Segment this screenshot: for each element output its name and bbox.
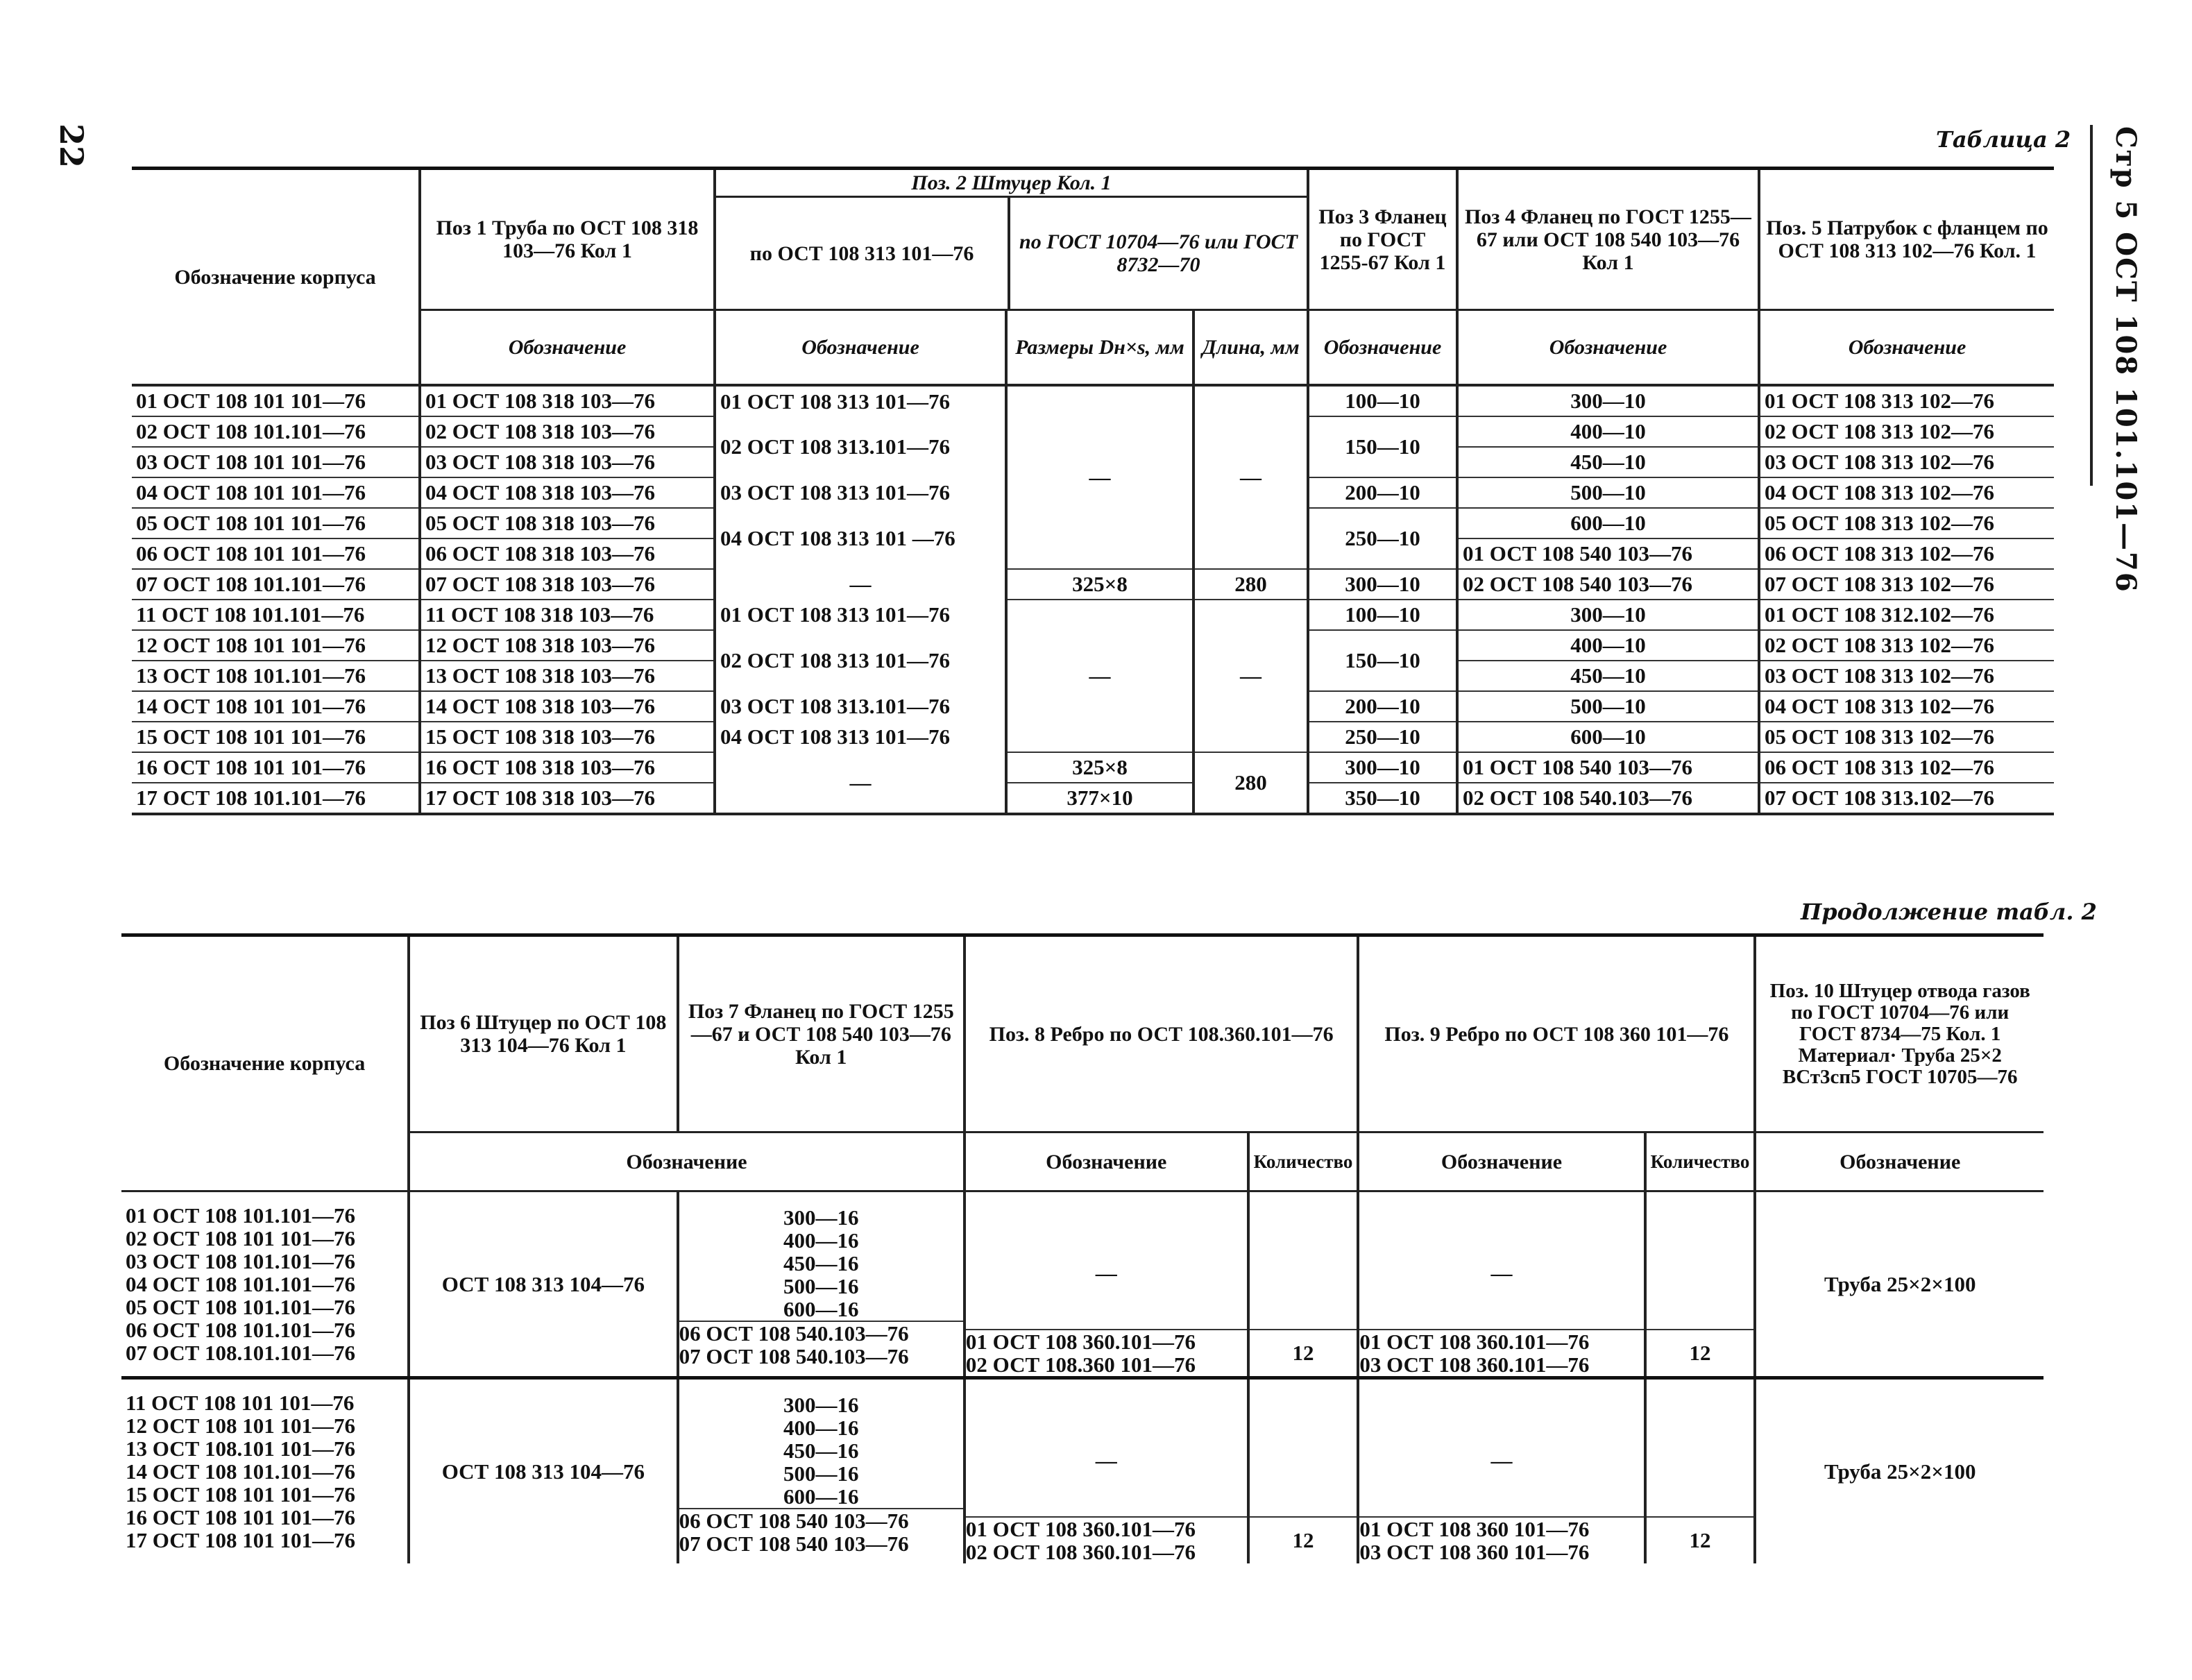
group2-pos8-dash: — (1095, 1448, 1117, 1473)
hdr-pos4: Поз 4 Фланец по ГОСТ 1255—67 или ОСТ 108 540 103—76 Кол 1 (1457, 169, 1759, 310)
cell-pos3: 350—10 (1308, 783, 1457, 814)
table-caption: Таблица 2 (1936, 126, 2071, 153)
cell-pos1: 05 ОСТ 108 318 103—76 (420, 508, 715, 538)
cell-corpus: 07 ОСТ 108 101.101—76 (132, 569, 420, 600)
group2-pos9: 01 ОСТ 108 360 101—76 03 ОСТ 108 360 101—76 (1359, 1516, 1643, 1563)
group2-qty9: 12 (1647, 1516, 1754, 1563)
hdr-oboz1: Обозначение (420, 310, 715, 386)
table-continuation-caption: Продолжение табл. 2 (1801, 899, 2097, 925)
hdr-oboz2: Обозначение (715, 310, 1006, 386)
hdr-sizes: Размеры Dн×s, мм (1006, 310, 1193, 386)
group1-pos9: 01 ОСТ 108 360.101—76 03 ОСТ 108 360.101—76 (1359, 1329, 1643, 1376)
cell-pos4: 450—10 (1457, 661, 1759, 691)
hdr2-corpus: Обозначение корпуса (121, 935, 409, 1191)
group2-pos7a: 300—16 400—16 450—16 500—16 600—16 (783, 1393, 859, 1509)
hdr-oboz3: Обозначение (1308, 310, 1457, 386)
cell-pos4: 450—10 (1457, 447, 1759, 477)
cell-pos4: 600—10 (1457, 508, 1759, 538)
cell-pos4: 400—10 (1457, 630, 1759, 661)
cell-pos2a: 01 ОСТ 108 313 101—76 (715, 600, 1006, 630)
group1-pos8-dash: — (1095, 1261, 1117, 1285)
cell-pos3: 250—10 (1308, 508, 1457, 569)
cell-pos3: 300—10 (1308, 569, 1457, 600)
hdr2-pos6: Поз 6 Штуцер по ОСТ 108 313 104—76 Кол 1 (409, 935, 678, 1132)
group1-pos8: 01 ОСТ 108 360.101—76 02 ОСТ 108.360 101—76 (966, 1329, 1247, 1376)
cell-pos2b-size: — (1006, 385, 1193, 569)
cell-pos5: 04 ОСТ 108 313 102—76 (1759, 691, 2054, 722)
cell-pos5: 05 ОСТ 108 313 102—76 (1759, 722, 2054, 752)
cell-corpus: 13 ОСТ 108 101.101—76 (132, 661, 420, 691)
cell-corpus: 12 ОСТ 108 101 101—76 (132, 630, 420, 661)
page-number: 22 (53, 124, 90, 169)
cell-corpus: 14 ОСТ 108 101 101—76 (132, 691, 420, 722)
cell-pos3: 200—10 (1308, 477, 1457, 508)
cell-pos4: 300—10 (1457, 600, 1759, 630)
cell-pos4: 01 ОСТ 108 540 103—76 (1457, 752, 1759, 783)
cell-pos5: 02 ОСТ 108 313 102—76 (1759, 416, 2054, 447)
cell-pos2a: 01 ОСТ 108 313 101—76 (715, 385, 1006, 416)
cell-pos3: 100—10 (1308, 385, 1457, 416)
hdr-oboz5: Обозначение (1759, 310, 2054, 386)
group2-pos8: 01 ОСТ 108 360.101—76 02 ОСТ 108 360.101—76 (966, 1516, 1247, 1563)
group1-qty8: 12 (1250, 1329, 1357, 1376)
cell-pos2a: 02 ОСТ 108 313.101—76 (715, 416, 1006, 477)
table-row (132, 783, 2054, 814)
cell-pos2b-size: 325×8 (1006, 752, 1193, 783)
hdr2-oboz8: Обозначение (965, 1132, 1248, 1191)
cell-pos5: 05 ОСТ 108 313 102—76 (1759, 508, 2054, 538)
cell-pos1: 06 ОСТ 108 318 103—76 (420, 538, 715, 569)
hdr-pos2a: по ОСТ 108 313 101—76 (716, 198, 1010, 309)
cell-pos4: 600—10 (1457, 722, 1759, 752)
cell-pos1: 12 ОСТ 108 318 103—76 (420, 630, 715, 661)
cell-pos3: 300—10 (1308, 752, 1457, 783)
hdr-pos3: Поз 3 Фланец по ГОСТ 1255-67 Кол 1 (1308, 169, 1457, 310)
cell-pos2b-size: 377×10 (1006, 783, 1193, 814)
cell-corpus: 01 ОСТ 108 101 101—76 (132, 385, 420, 416)
cell-corpus: 02 ОСТ 108 101.101—76 (132, 416, 420, 447)
cell-pos5: 07 ОСТ 108 313 102—76 (1759, 569, 2054, 600)
cell-pos4: 02 ОСТ 108 540.103—76 (1457, 783, 1759, 814)
cell-pos1: 01 ОСТ 108 318 103—76 (420, 385, 715, 416)
group-row-2 (121, 1378, 2044, 1564)
cell-pos1: 17 ОСТ 108 318 103—76 (420, 783, 715, 814)
cell-pos4: 400—10 (1457, 416, 1759, 447)
group-row-1 (121, 1191, 2044, 1378)
cell-pos2a: 03 ОСТ 108 313 101—76 (715, 477, 1006, 508)
cell-pos2b-length: 280 (1193, 569, 1308, 600)
cell-pos4: 500—10 (1457, 691, 1759, 722)
hdr2-oboz10: Обозначение (1755, 1132, 2044, 1191)
sidebar-standard-ref: Стр 5 ОСТ 108 101.101—76 (2109, 126, 2142, 593)
group1-pos10: Труба 25×2×100 (1824, 1271, 1976, 1296)
cell-pos5: 01 ОСТ 108 313 102—76 (1759, 385, 2054, 416)
cell-pos5: 01 ОСТ 108 312.102—76 (1759, 600, 2054, 630)
cell-pos3: 150—10 (1308, 630, 1457, 691)
group2-corpus: 11 ОСТ 108 101 101—76 12 ОСТ 108 101 101—76 13 ОСТ 108.101 101—76 14 ОСТ 108 101.101—76 15 ОСТ 108 101 101—76 16 ОСТ 108 101 101—76 17 ОСТ 108 101 101—76 (121, 1378, 409, 1564)
cell-pos1: 14 ОСТ 108 318 103—76 (420, 691, 715, 722)
cell-corpus: 06 ОСТ 108 101 101—76 (132, 538, 420, 569)
hdr2-pos8: Поз. 8 Ребро по ОСТ 108.360.101—76 (965, 935, 1358, 1132)
cell-corpus: 04 ОСТ 108 101 101—76 (132, 477, 420, 508)
cell-pos5: 06 ОСТ 108 313 102—76 (1759, 752, 2054, 783)
cell-pos5: 03 ОСТ 108 313 102—76 (1759, 661, 2054, 691)
cell-pos1: 15 ОСТ 108 318 103—76 (420, 722, 715, 752)
group1-qty9: 12 (1647, 1329, 1754, 1376)
cell-pos3: 250—10 (1308, 722, 1457, 752)
cell-pos2a: 02 ОСТ 108 313 101—76 (715, 630, 1006, 691)
cell-pos2b-length: — (1193, 600, 1308, 752)
cell-pos5: 02 ОСТ 108 313 102—76 (1759, 630, 2054, 661)
hdr-pos5: Поз. 5 Патрубок с фланцем по ОСТ 108 313 102—76 Кол. 1 (1766, 217, 2048, 262)
hdr2-pos9: Поз. 9 Ребро по ОСТ 108 360 101—76 (1358, 935, 1755, 1132)
group1-pos6: ОСТ 108 313 104—76 (409, 1191, 678, 1378)
hdr-length: Длина, мм (1193, 310, 1308, 386)
cell-pos3: 100—10 (1308, 600, 1457, 630)
cell-pos1: 07 ОСТ 108 318 103—76 (420, 569, 715, 600)
hdr2-oboz67: Обозначение (409, 1132, 965, 1191)
cell-pos4: 02 ОСТ 108 540 103—76 (1457, 569, 1759, 600)
group2-qty8: 12 (1250, 1516, 1357, 1563)
group1-pos7a: 300—16 400—16 450—16 500—16 600—16 (783, 1205, 859, 1321)
table-row (132, 569, 2054, 600)
hdr-oboz4: Обозначение (1457, 310, 1759, 386)
table-row (132, 600, 2054, 630)
cell-corpus: 05 ОСТ 108 101 101—76 (132, 508, 420, 538)
group2-pos9-dash: — (1490, 1448, 1513, 1473)
hdr2-qty8: Количество (1248, 1132, 1359, 1191)
cell-corpus: 03 ОСТ 108 101 101—76 (132, 447, 420, 477)
cell-pos2a: — (715, 752, 1006, 814)
table-2 (132, 167, 2054, 815)
table-row (132, 385, 2054, 416)
cell-pos2a: — (715, 569, 1006, 600)
cell-pos5: 06 ОСТ 108 313 102—76 (1759, 538, 2054, 569)
cell-pos1: 13 ОСТ 108 318 103—76 (420, 661, 715, 691)
hdr-pos1: Поз 1 Труба по ОСТ 108 318 103—76 Кол 1 (420, 169, 715, 310)
table-2-continuation (121, 933, 2044, 1563)
table-2-body (132, 385, 2054, 814)
cell-pos5: 07 ОСТ 108 313.102—76 (1759, 783, 2054, 814)
group2-pos6: ОСТ 108 313 104—76 (409, 1378, 678, 1564)
hdr-pos2b: по ГОСТ 10704—76 или ГОСТ 8732—70 (1019, 230, 1298, 276)
cell-pos4: 500—10 (1457, 477, 1759, 508)
cell-corpus: 16 ОСТ 108 101 101—76 (132, 752, 420, 783)
table-row (132, 752, 2054, 783)
hdr2-pos7: Поз 7 Фланец по ГОСТ 1255—67 и ОСТ 108 540 103—76 Кол 1 (678, 935, 965, 1132)
group2-pos10: Труба 25×2×100 (1824, 1459, 1976, 1484)
cell-pos2b-length: 280 (1193, 752, 1308, 814)
cell-pos5: 03 ОСТ 108 313 102—76 (1759, 447, 2054, 477)
hdr2-qty9: Количество (1645, 1132, 1756, 1191)
cell-pos2b-size: — (1006, 600, 1193, 752)
sidebar-rule (2090, 125, 2093, 486)
cell-pos4: 01 ОСТ 108 540 103—76 (1457, 538, 1759, 569)
group2-pos7b: 06 ОСТ 108 540 103—76 07 ОСТ 108 540 103—76 (679, 1508, 963, 1555)
cell-pos5: 04 ОСТ 108 313 102—76 (1759, 477, 2054, 508)
group1-corpus: 01 ОСТ 108 101.101—76 02 ОСТ 108 101 101—76 03 ОСТ 108 101.101—76 04 ОСТ 108 101.101—76 05 ОСТ 108 101.101—76 06 ОСТ 108 101.101—76 07 ОСТ 108.101.101—76 (121, 1191, 409, 1378)
group1-pos7b: 06 ОСТ 108 540.103—76 07 ОСТ 108 540.103—76 (679, 1321, 963, 1368)
cell-pos1: 02 ОСТ 108 318 103—76 (420, 416, 715, 447)
cell-pos2a: 03 ОСТ 108 313.101—76 (715, 691, 1006, 722)
hdr-pos2: Поз. 2 Штуцер Кол. 1 (716, 170, 1307, 198)
cell-pos3: 150—10 (1308, 416, 1457, 477)
cell-corpus: 17 ОСТ 108 101.101—76 (132, 783, 420, 814)
cell-corpus: 15 ОСТ 108 101 101—76 (132, 722, 420, 752)
hdr2-pos10: Поз. 10 Штуцер отвода газов по ГОСТ 10704—76 или ГОСТ 8734—75 Кол. 1 Материал· Труба 25×2 ВСт3сп5 ГОСТ 10705—76 (1769, 979, 2030, 1088)
cell-pos4: 300—10 (1457, 385, 1759, 416)
cell-pos2a: 04 ОСТ 108 313 101 —76 (715, 508, 1006, 569)
hdr-corpus: Обозначение корпуса (132, 169, 420, 386)
cell-pos1: 16 ОСТ 108 318 103—76 (420, 752, 715, 783)
cell-pos3: 200—10 (1308, 691, 1457, 722)
cell-pos2a: 04 ОСТ 108 313 101—76 (715, 722, 1006, 752)
cell-pos2b-length: — (1193, 385, 1308, 569)
hdr2-oboz9: Обозначение (1358, 1132, 1645, 1191)
cell-pos1: 04 ОСТ 108 318 103—76 (420, 477, 715, 508)
cell-pos1: 11 ОСТ 108 318 103—76 (420, 600, 715, 630)
cell-pos2b-size: 325×8 (1006, 569, 1193, 600)
cell-pos1: 03 ОСТ 108 318 103—76 (420, 447, 715, 477)
group1-pos9-dash: — (1490, 1261, 1513, 1285)
cell-corpus: 11 ОСТ 108 101.101—76 (132, 600, 420, 630)
